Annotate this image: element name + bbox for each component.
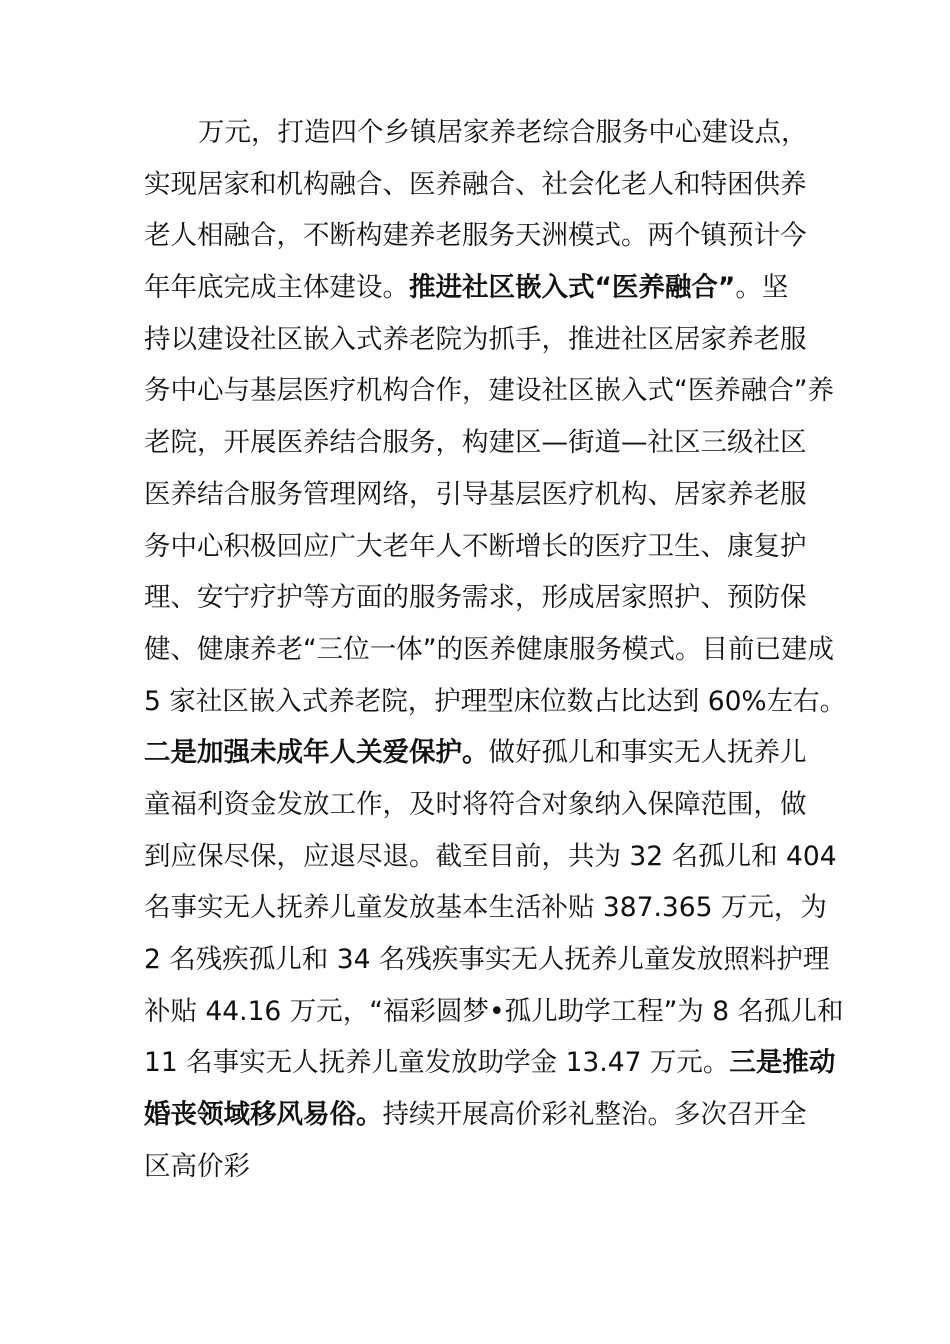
text-line [144,210,824,262]
text-line [144,1037,836,1089]
body-text: 童福利资金发放工作，及时将符合对象纳入保障范围，做 [144,788,807,820]
body-text: 到应保尽保，应退尽退。截至目前，共为 32 名孤儿和 404 [144,840,837,872]
text-line [144,934,830,986]
body-text: 理、安宁疗护等方面的服务需求，形成居家照护、预防保 [144,582,807,614]
text-line [144,159,824,211]
text-line [144,676,847,728]
text-line [144,314,824,366]
body-text: 补贴 44.16 万元，“福彩圆梦•孤儿助学工程”为 8 名孤儿和 [144,995,844,1027]
body-text: 万元，打造四个乡镇居家养老综合服务中心建设点， [198,117,808,148]
text-line [144,727,824,779]
bold-heading-text: 二是加强未成年人关爱保护。 [144,737,489,769]
text-line [144,882,827,934]
body-text: 务中心积极回应广大老年人不断增长的医疗卫生、康复护 [144,530,807,562]
body-text: 区高价彩 [144,1150,250,1182]
body-text: 持以建设社区嵌入式养老院为抓手，推进社区居家养老服 [144,323,807,355]
text-line [144,107,824,159]
body-text: 。坚 [735,272,789,304]
body-text: 做好孤儿和事实无人抚养儿 [488,737,807,769]
text-line [144,986,844,1038]
bold-heading-text: 三是推动 [729,1047,836,1079]
body-text: 名事实无人抚养儿童发放基本生活补贴 387.365 万元，为 [144,892,827,924]
document-body [144,107,847,1192]
text-line [144,624,834,676]
body-text: 年年底完成主体建设。 [144,272,409,304]
text-line [144,572,824,624]
body-text: 2 名残疾孤儿和 34 名残疾事实无人抚养儿童发放照料护理 [144,944,830,975]
text-line [144,1141,824,1193]
text-line [144,521,824,573]
text-line [144,365,834,417]
body-text: 实现居家和机构融合、医养融合、社会化老人和特困供养 [144,168,807,200]
bold-heading-text: 推进社区嵌入式“医养融合” [409,272,736,304]
body-text: 老院，开展医养结合服务，构建区—街道—社区三级社区 [144,427,807,459]
body-text: 医养结合服务管理网络，引导基层医疗机构、居家养老服 [144,478,807,510]
text-line [144,831,837,883]
text-line [144,1089,824,1141]
text-line [144,417,824,469]
text-line [144,262,824,314]
text-line [144,779,824,831]
bold-heading-text: 婚丧领域移风易俗。 [144,1099,383,1131]
body-text: 11 名事实无人抚养儿童发放助学金 13.47 万元。 [144,1047,730,1079]
body-text: 老人相融合，不断构建养老服务天洲模式。两个镇预计今 [144,220,807,252]
body-text: 5 家社区嵌入式养老院，护理型床位数占比达到 60%左右。 [144,685,847,717]
body-text: 务中心与基层医疗机构合作，建设社区嵌入式“医养融合”养 [144,375,834,407]
body-text: 健、健康养老“三位一体”的医养健康服务模式。目前已建成 [144,633,834,665]
body-text: 持续开展高价彩礼整治。多次召开全 [382,1099,807,1131]
text-line [144,469,824,521]
